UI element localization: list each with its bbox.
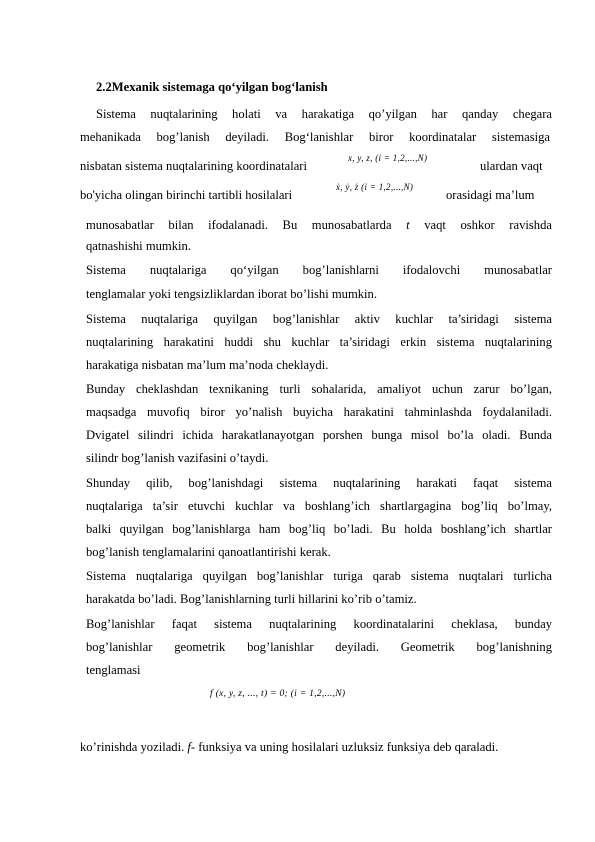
para2-line1 [86, 218, 552, 233]
para1-line4b: orasidagi ma’lum [446, 188, 535, 202]
para8-line1: Bog’lanishlar faqat sistema nuqtalarining koordinatalarini cheklasa, bunday [86, 617, 552, 631]
function-symbol: f [187, 740, 191, 754]
para2-line2: qatnashishi mumkin. [86, 239, 191, 253]
para7-line1: Sistema nuqtalariga quyilgan bog’lanishlar turiga qarab sistema nuqtalari turlicha [86, 569, 552, 583]
time-symbol: t [406, 218, 410, 232]
para4-line1: Sistema nuqtalariga quyilgan bog’lanishlar aktiv kuchlar ta’siridagi sistema [86, 312, 552, 326]
para1-line3a: nisbatan sistema nuqtalarining koordinatalari [80, 159, 307, 173]
para4-line2: nuqtalarining harakatini huddi shu kuchlar ta’siridagi erkin sistema nuqtalarining [86, 335, 552, 349]
closing-line [80, 740, 498, 755]
para6-line2: nuqtalariga ta’sir etuvchi kuchlar va boshlang’ich shartlargagina bog’liq bo’lmay, [86, 499, 552, 513]
para5-line3: Dvigatel silindri ichida harakatlanayotgan porshen bunga misol bo’la oladi. Bunda [86, 428, 552, 442]
para1-line4a: bo'yicha olingan birinchi tartibli hosilalari [80, 188, 293, 202]
para1-line3b: ulardan vaqt [480, 159, 543, 173]
closing-text-a: ko’rinishda yoziladi. [80, 740, 185, 754]
para2-text-b: vaqt oshkor ravishda [424, 218, 552, 232]
para6-line4: bog’lanish tenglamalarini qanoatlantirishi kerak. [86, 545, 331, 559]
para3-line2: tenglamalar yoki tengsizliklardan iborat bo’lishi mumkin. [86, 287, 377, 301]
para5-line2: maqsadga muvofiq biror yo’nalish buyicha harakatini tahminlashda foydalaniladi. [86, 405, 552, 419]
closing-text-b: - funksiya va uning hosilalari uzluksiz funksiya deb qaraladi. [190, 740, 499, 754]
para4-line3: harakatiga nisbatan ma’lum ma’noda cheklaydi. [86, 358, 329, 372]
para1-line2: mehanikada bog’lanish deyiladi. Bog‘lanishlar biror koordinatalar sistemasiga [80, 130, 550, 144]
para5-line4: silindr bog’lanish vazifasini o’taydi. [86, 451, 269, 465]
section-heading: 2.2Mexanik sistemaga qo‘yilgan bog‘lanish [96, 80, 328, 94]
para5-line1: Bunday cheklashdan texnikaning turli sohalarida, amaliyot uchun zarur bo’lgan, [86, 382, 552, 396]
para8-line3: tenglamasi [86, 663, 141, 677]
para7-line2: harakatda bo’ladi. Bog’lanishlarning turli hillarini ko’rib o’tamiz. [86, 592, 417, 606]
para3-line1: Sistema nuqtalariga qo‘yilgan bog’lanishlarni ifodalovchi munosabatlar [86, 263, 552, 277]
formula-derivatives: ẋ, ẏ, ż (i = 1,2,...,N) [336, 182, 414, 192]
para6-line1: Shunday qilib, bog’lanishdagi sistema nuqtalarining harakati faqat sistema [86, 476, 552, 490]
formula-geometric-constraint: f (x, y, z, ..., t) = 0; (i = 1,2,...,N) [210, 689, 346, 699]
para8-line2: bog’lanishlar geometrik bog’lanishlar deyiladi. Geometrik bog’lanishning [86, 640, 552, 654]
para2-text-a: munosabatlar bilan ifodalanadi. Bu munosabatlarda [86, 218, 392, 232]
para1-line1: Sistema nuqtalarining holati va harakatiga qo’yilgan har qanday chegara [96, 107, 552, 121]
para6-line3: balki quyilgan bog’lanishlarga ham bog’liq bo’ladi. Bu holda boshlang’ich shartlar [86, 522, 552, 536]
formula-coordinates: x, y, z, (i = 1,2,...,N) [348, 153, 428, 163]
